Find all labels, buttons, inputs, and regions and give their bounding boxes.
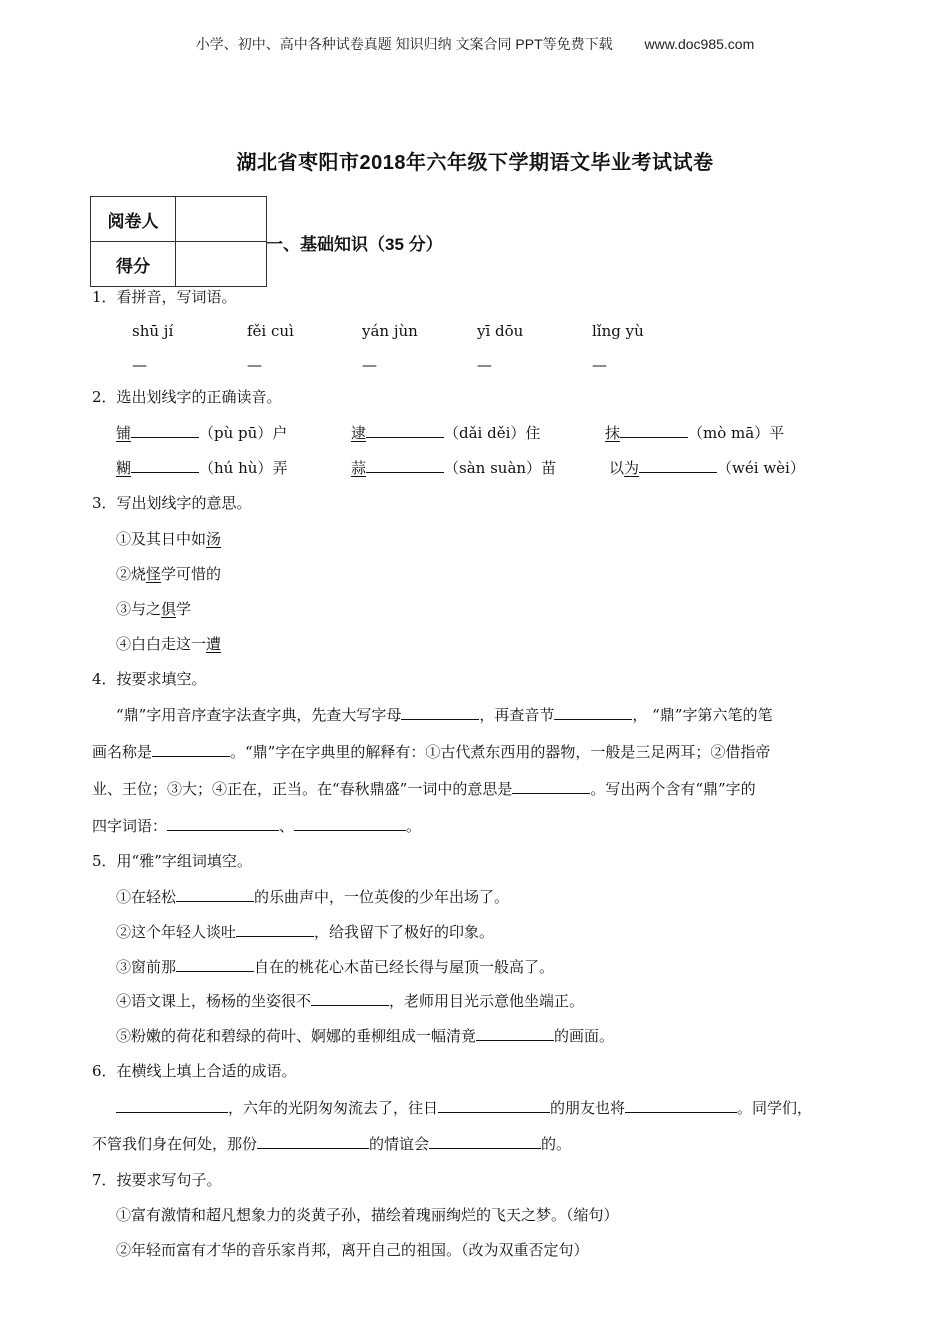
fill-item: ②这个年轻人谈吐 ，给我留下了极好的印象。	[116, 923, 495, 941]
reading-item: 抹 （mò mā）平	[605, 424, 785, 442]
answer-blank[interactable]	[639, 458, 717, 473]
meaning-item: ①及其日中如汤	[116, 530, 222, 548]
paragraph-line: 业、王位；③大；④正在，正当。在“春秋鼎盛”一词中的意思是 。写出两个含有“鼎”字的	[92, 780, 756, 798]
answer-dash[interactable]: —	[477, 356, 492, 374]
page-header	[0, 34, 950, 54]
reading-item: 逮 （dǎi děi）住	[351, 424, 541, 442]
score-field[interactable]	[176, 242, 267, 287]
section-heading: 一、基础知识（35 分）	[266, 235, 443, 254]
pinyin-item: fěi cuì	[247, 322, 294, 340]
reading-item: 铺 （pù pū）户	[116, 424, 288, 442]
answer-blank[interactable]	[429, 1134, 541, 1149]
fill-item: ③窗前那 自在的桃花心木苗已经长得与屋顶一般高了。	[116, 958, 555, 976]
reading-item: 蒜 （sàn suàn）苗	[351, 459, 557, 477]
sentence-item: ②年轻而富有才华的音乐家肖邦，离开自己的祖国。（改为双重否定句）	[116, 1241, 589, 1259]
underlined-char: 抹	[605, 424, 621, 442]
answer-blank[interactable]	[311, 991, 389, 1006]
question-1-prompt: 1．看拼音，写词语。	[92, 288, 237, 306]
reading-item: 糊 （hú hù）弄	[116, 459, 288, 477]
answer-blank[interactable]	[294, 816, 406, 831]
answer-blank[interactable]	[366, 423, 444, 438]
underlined-char: 铺	[116, 424, 132, 442]
pinyin-item: yán jùn	[362, 322, 418, 340]
sentence-item: ①富有激情和超凡想象力的炎黄子孙，描绘着瑰丽绚烂的飞天之梦。（缩句）	[116, 1206, 619, 1224]
question-6-prompt: 6．在横线上填上合适的成语。	[92, 1062, 297, 1080]
reviewer-label: 阅卷人	[91, 197, 176, 242]
page-title: 湖北省枣阳市2018年六年级下学期语文毕业考试试卷	[236, 152, 714, 174]
question-2-prompt: 2．选出划线字的正确读音。	[92, 388, 282, 406]
score-label: 得分	[91, 242, 176, 287]
underlined-char: 为	[624, 459, 640, 477]
answer-blank[interactable]	[176, 957, 254, 972]
paragraph-line: 不管我们身在何处，那份 的情谊会 的。	[92, 1135, 572, 1153]
header-text: 小学、初中、高中各种试卷真题 知识归纳 文案合同 PPT等免费下载	[195, 36, 613, 52]
header-url[interactable]: www.doc985.com	[644, 36, 755, 52]
answer-blank[interactable]	[176, 887, 254, 902]
answer-dash[interactable]: —	[247, 356, 262, 374]
answer-blank[interactable]	[167, 816, 279, 831]
answer-blank[interactable]	[131, 423, 199, 438]
answer-blank[interactable]	[476, 1026, 554, 1041]
fill-item: ④语文课上，杨杨的坐姿很不 ，老师用目光示意他坐端正。	[116, 992, 585, 1010]
pinyin-item: yī dōu	[477, 322, 524, 340]
question-7-prompt: 7．按要求写句子。	[92, 1171, 222, 1189]
reviewer-field[interactable]	[176, 197, 267, 242]
meaning-item: ③与之俱学	[116, 600, 192, 618]
answer-blank[interactable]	[116, 1098, 228, 1113]
grade-table	[90, 196, 267, 287]
question-5-prompt: 5．用“雅”字组词填空。	[92, 852, 252, 870]
answer-blank[interactable]	[438, 1098, 550, 1113]
answer-blank[interactable]	[236, 922, 314, 937]
answer-dash[interactable]: —	[362, 356, 377, 374]
answer-blank[interactable]	[620, 423, 688, 438]
meaning-item: ④白白走这一遭	[116, 635, 222, 653]
fill-item: ①在轻松 的乐曲声中，一位英俊的少年出场了。	[116, 888, 510, 906]
pinyin-item: lǐng yù	[592, 322, 644, 340]
answer-dash[interactable]: —	[592, 356, 607, 374]
paragraph-line: “鼎”字用音序查字法查字典，先查大写字母 ，再查音节 ， “鼎”字第六笔的笔	[116, 706, 773, 724]
paragraph-line: 四字词语： 、 。	[92, 817, 422, 835]
answer-blank[interactable]	[625, 1098, 737, 1113]
underlined-char: 蒜	[351, 459, 367, 477]
fill-item: ⑤粉嫩的荷花和碧绿的荷叶、婀娜的垂柳组成一幅清竟 的画面。	[116, 1027, 615, 1045]
paragraph-line: ，六年的光阴匆匆流去了，往日 的朋友也将 。同学们，	[116, 1097, 812, 1118]
answer-blank[interactable]	[554, 705, 632, 720]
reading-item: 以为 （wéi wèi）	[609, 459, 805, 477]
answer-blank[interactable]	[131, 458, 199, 473]
answer-dash[interactable]: —	[132, 356, 147, 374]
answer-blank[interactable]	[401, 705, 479, 720]
question-3-prompt: 3．写出划线字的意思。	[92, 494, 252, 512]
answer-blank[interactable]	[366, 458, 444, 473]
paragraph-line: 画名称是 。“鼎”字在字典里的解释有：①古代煮东西用的器物，一般是三足两耳；②借指帝	[92, 743, 771, 761]
underlined-char: 糊	[116, 459, 132, 477]
answer-blank[interactable]	[512, 779, 590, 794]
question-4-prompt: 4．按要求填空。	[92, 670, 207, 688]
meaning-item: ②烧怪学可惜的	[116, 565, 222, 583]
answer-blank[interactable]	[257, 1134, 369, 1149]
pinyin-item: shū jí	[132, 322, 174, 340]
underlined-char: 逮	[351, 424, 367, 442]
answer-blank[interactable]	[152, 742, 230, 757]
